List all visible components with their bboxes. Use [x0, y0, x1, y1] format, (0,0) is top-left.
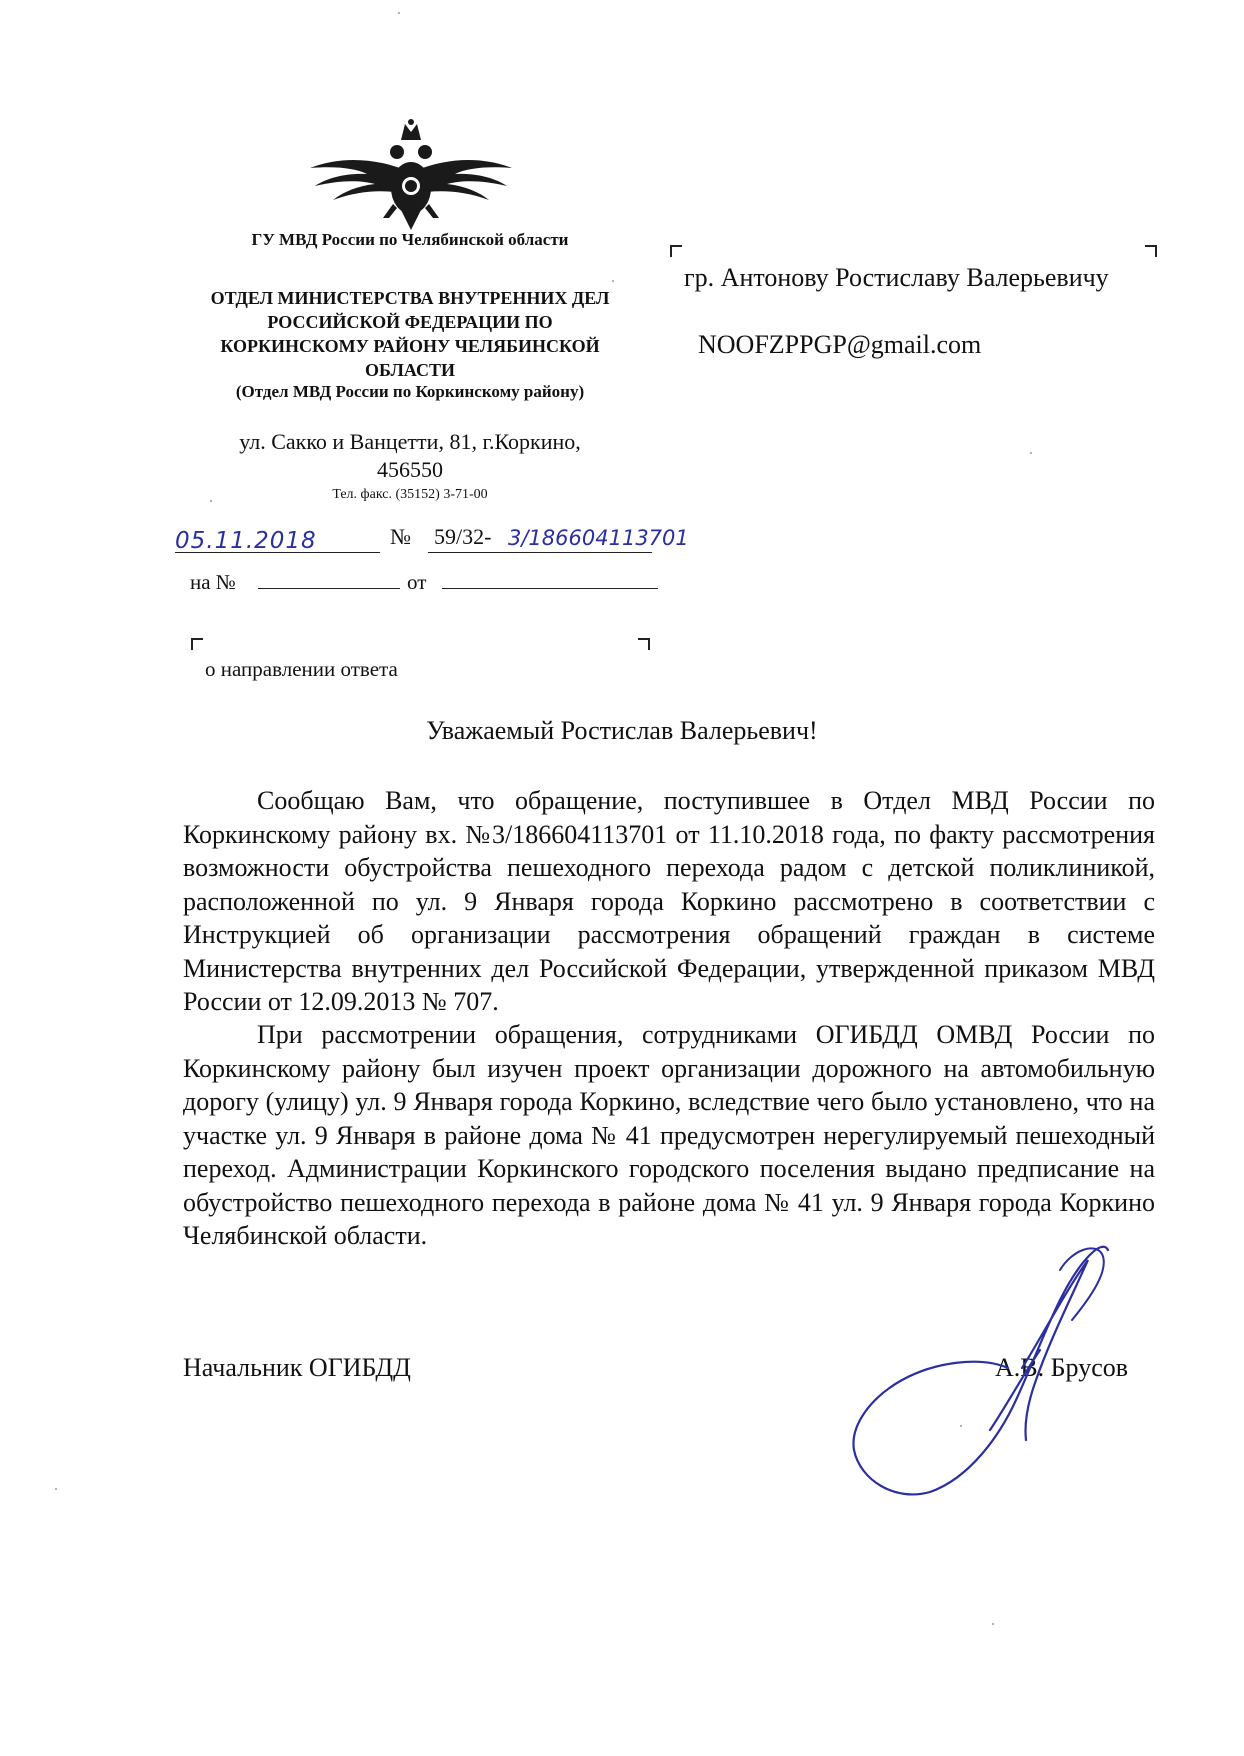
double-headed-eagle-emblem-icon [305, 118, 517, 230]
registration-number-printed: 59/32- [434, 524, 492, 549]
handwritten-signature-icon [840, 1230, 1120, 1500]
subject-corner-mark-right [638, 638, 650, 650]
salutation: Уважаемый Ростислав Валерьевич! [426, 716, 818, 745]
addressee-corner-mark-right [1145, 245, 1157, 257]
letter-subject: о направлении ответа [205, 657, 398, 681]
addressee-corner-mark-left [670, 245, 682, 257]
scan-speck [612, 280, 614, 282]
department-name [160, 286, 660, 382]
body-paragraph: Сообщаю Вам, что обращение, поступившее в Отдел МВД России по Коркинскому району вх. №3/186604113701 от 11.10.2018 года, по факту рассмотрения возможности обустройства пешеходного перехода радом с детской поликлиникой, расположенной по ул. 9 Января города Коркино рассмотрено в соответствии с Инструкцией об организации рассмотрения обращений граждан в системе Министерства внутренних дел Российской Федерации, утвержденной приказом МВД России от 12.09.2013 № 707. [183, 786, 1155, 1016]
signer-name: А.В. Брусов [995, 1353, 1129, 1382]
department-address [190, 428, 630, 484]
date-underline [175, 552, 380, 553]
address-line: ул. Сакко и Ванцетти, 81, г.Коркино, [239, 429, 581, 454]
addressee-name: гр. Антонову Ростиславу Валерьевичу [684, 263, 1109, 292]
department-short-name: (Отдел МВД России по Коркинскому району) [235, 382, 585, 401]
scan-speck [1030, 452, 1032, 454]
in-reply-date-line [442, 588, 658, 589]
signer-title: Начальник ОГИБДД [183, 1353, 411, 1382]
agency-short-name: ГУ МВД России по Челябинской области [251, 230, 569, 249]
scan-speck [960, 1425, 962, 1427]
department-name-line: КОРКИНСКОМУ РАЙОНУ ЧЕЛЯБИНСКОЙ [220, 336, 600, 356]
department-name-line: РОССИЙСКОЙ ФЕДЕРАЦИИ ПО [267, 312, 553, 332]
scan-speck [992, 1623, 994, 1625]
subject-corner-mark-left [191, 638, 203, 650]
department-name-line: ОБЛАСТИ [365, 360, 455, 380]
phone-fax: Тел. факс. (35152) 3-71-00 [332, 487, 488, 502]
registration-number-handwritten: 3/186604113701 [508, 526, 689, 550]
body-paragraph: При рассмотрении обращения, сотрудниками ОГИБДД ОМВД России по Коркинскому району был изучен проект организации дорожного на автомобильную дорогу (улицу) ул. 9 Января города Коркино, вследствие чего было установлено, что на участке ул. 9 Января в районе дома № 41 предусмотрен нерегулируемый пешеходный переход. Администрации Коркинского городского поселения выдано предписание на обустройство пешеходного перехода в районе дома № 41 ул. 9 Января города Коркино Челябинской области. [183, 1020, 1155, 1250]
scan-speck [398, 12, 400, 14]
postal-code: 456550 [377, 457, 443, 482]
addressee-email: NOOFZPPGP@gmail.com [698, 330, 982, 359]
department-name-line: ОТДЕЛ МИНИСТЕРСТВА ВНУТРЕННИХ ДЕЛ [210, 288, 610, 308]
number-label: № [390, 524, 411, 549]
scan-speck [210, 500, 212, 502]
number-underline [428, 552, 652, 553]
in-reply-from-label: от [407, 570, 427, 594]
registration-date: 05.11.2018 [175, 528, 317, 554]
in-reply-number-line [258, 588, 400, 589]
in-reply-number-label: на № [190, 570, 236, 594]
scan-speck [55, 1488, 57, 1490]
